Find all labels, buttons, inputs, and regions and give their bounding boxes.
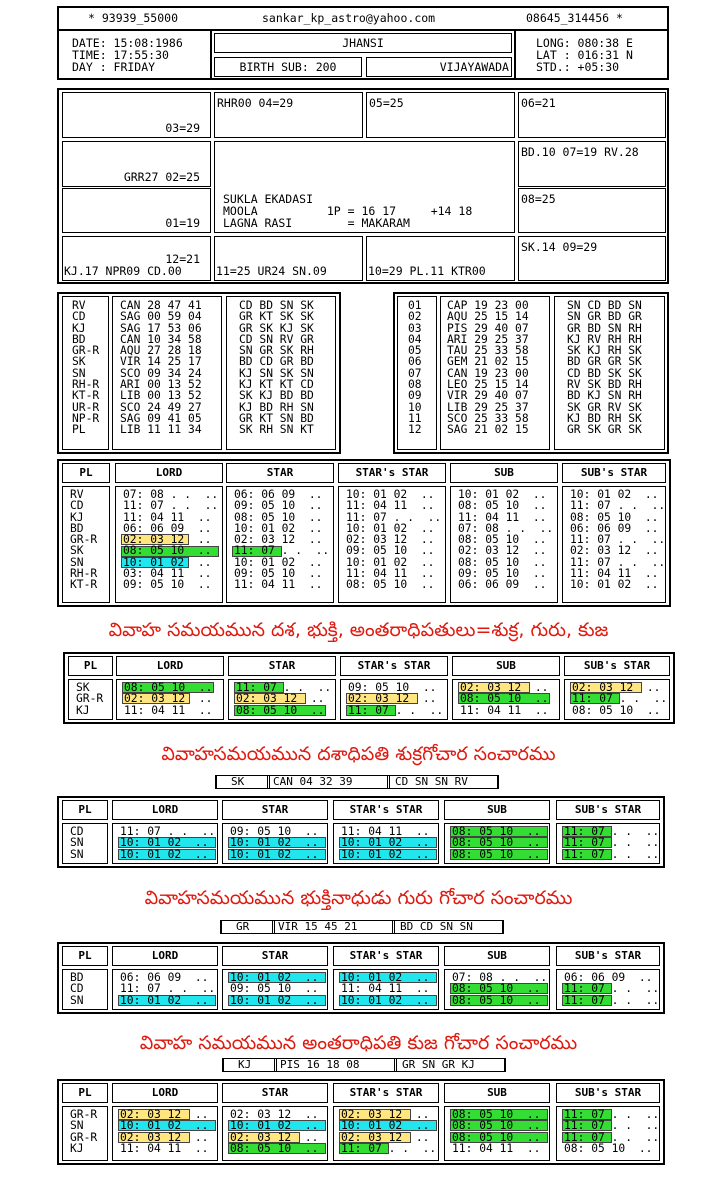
column-header: LORD — [116, 656, 224, 676]
nakshatra-text: MOOLA 1P = 16 17 +14 18 — [223, 204, 473, 218]
birth-time: TIME: 17:55:30 — [72, 48, 169, 62]
strip-separator — [394, 1059, 397, 1071]
tithi-text: SUKLA EKADASI — [223, 192, 314, 206]
strip-text: SK — [231, 775, 245, 788]
column-header: SUB's STAR — [564, 656, 670, 676]
column-header: SUB — [450, 463, 558, 483]
significator-column: 08: 05 10 .. 08: 05 10 .. 08: 05 10 .. 11: 04 11 .. — [452, 1108, 541, 1155]
transit-strip — [222, 1058, 506, 1072]
column-header: LORD — [112, 800, 218, 820]
city-text: VIJAYAWADA — [439, 60, 509, 74]
house-text: 10=29 PL.11 KTR00 — [368, 264, 486, 278]
phone-right: 08645_314456 * — [526, 11, 623, 25]
planet-positions: CAN 28 47 41 SAG 00 59 04 SAG 17 53 06 CAN 10 34 58 AQU 27 28 18 VIR 14 25 17 SCO 09 34 24 ARI 00 13 52 LIB 00 13 52 SCO 24 49 27 SAG 09 41 05 LIB 11 11 34 — [120, 299, 202, 437]
strip-text: VIR 15 45 21 — [278, 920, 358, 933]
strip-text: GR SN GR KJ — [402, 1058, 475, 1071]
significator-column: 07: 08 . . .. 11: 07 . . .. 11: 04 11 .. 06: 06 09 .. 02: 03 12 .. 08: 05 10 .. 10: 01 02 .. 03: 04 11 .. 09: 05 10 .. — [123, 488, 219, 592]
significator-column: 10: 01 02 .. 08: 05 10 .. 11: 04 11 .. 07: 08 . . .. 08: 05 10 .. 02: 03 12 .. 08: 05 10 .. 09: 05 10 .. 06: 06 09 .. — [458, 488, 554, 592]
significator-column: 02: 03 12 .. 10: 01 02 .. 02: 03 12 .. 11: 07 . . .. — [341, 1108, 437, 1155]
column-header: STAR — [226, 463, 334, 483]
house-text: 08=25 — [521, 192, 556, 206]
strip-separator — [392, 921, 395, 933]
significator-column: 02: 03 12 .. 11: 07 . . .. 08: 05 10 .. — [572, 681, 668, 717]
column-header: SUB — [444, 800, 550, 820]
column-header: PL — [62, 463, 110, 483]
significator-column: 11: 07 . . .. 02: 03 12 .. 08: 05 10 .. — [236, 681, 332, 717]
house-cell — [62, 236, 211, 281]
cusp-numbers: 01 02 03 04 05 06 07 08 09 10 11 12 — [408, 299, 422, 437]
email: sankar_kp_astro@yahoo.com — [262, 11, 436, 25]
column-body — [62, 969, 108, 1010]
column-header: STAR — [222, 1083, 328, 1103]
strip-text: CAN 04 32 39 — [273, 775, 353, 788]
significator-column: 11: 07 . . .. 11: 07 . . .. 11: 07 . . .. 08: 05 10 .. — [564, 1108, 660, 1155]
house-text: KJ.17 NPR09 CD.00 — [64, 264, 182, 278]
column-header: SUB's STAR — [556, 800, 660, 820]
strip-text: CD SN SN RV — [395, 775, 468, 788]
house-cell — [62, 141, 211, 187]
house-cell — [366, 236, 515, 281]
house-cell — [518, 92, 666, 138]
cusp-positions: CAP 19 23 00 AQU 25 15 14 PIS 29 40 07 ARI 29 25 37 TAU 25 33 58 GEM 21 02 15 CAN 19 23 00 LEO 25 15 14 VIR 29 40 07 LIB 29 25 37 SCO 25 33 58 SAG 21 02 15 — [447, 299, 529, 437]
significator-column: 10: 01 02 .. 09: 05 10 .. 10: 01 02 .. — [230, 971, 319, 1007]
column-header: LORD — [115, 463, 223, 483]
strip-text: BD CD SN SN — [400, 920, 473, 933]
significator-column: 06: 06 09 .. 11: 07 . . .. 10: 01 02 .. — [120, 971, 216, 1007]
significator-column: 08: 05 10 .. 08: 05 10 .. 08: 05 10 .. — [452, 825, 541, 861]
significator-column: 10: 01 02 .. 11: 04 11 .. 10: 01 02 .. — [341, 971, 430, 1007]
significator-column: 11: 07 . . .. 10: 01 02 .. 10: 01 02 .. — [120, 825, 216, 861]
significator-column: 02: 03 12 .. 10: 01 02 .. 02: 03 12 .. 11: 04 11 .. — [120, 1108, 209, 1155]
planet-column: SK GR-R KJ — [76, 681, 104, 717]
venus-transit-heading: వివాహసమయమున దశాధిపతి శుక్రగోచార సంచారము — [161, 743, 556, 765]
strip-text: PIS 16 18 08 — [280, 1058, 360, 1071]
significator-column: 06: 06 09 .. 09: 05 10 .. 08: 05 10 .. 10: 01 02 .. 02: 03 12 .. 11: 07 . . .. 10: 01 02 .. 09: 05 10 .. 11: 04 11 .. — [234, 488, 330, 592]
house-text: 06=21 — [521, 96, 556, 110]
house-cell — [518, 188, 666, 233]
birth-place — [214, 33, 512, 53]
house-text: 12=21 — [165, 252, 200, 266]
chart-center — [214, 141, 515, 233]
significator-column: 09: 05 10 .. 02: 03 12 .. 11: 07 . . .. — [348, 681, 444, 717]
cusp-lords: SN CD BD SN SN GR BD GR GR BD SN RH KJ RV RH RH SK KJ RH SK BD GR GR SK CD BD SK SK RV SK BD RH BD KJ SN RH SK GR RV SK KJ BD RH SK GR SK GR SK — [567, 299, 642, 437]
birth-date: DATE: 15:08:1986 — [72, 36, 183, 50]
place-text: JHANSI — [342, 36, 384, 50]
significator-column: 02: 03 12 .. 08: 05 10 .. 11: 04 11 .. — [460, 681, 549, 717]
city — [366, 57, 512, 77]
phone-left: * 93939_55000 — [88, 11, 179, 25]
significator-column: 10: 01 02 .. 11: 04 11 .. 11: 07 . . .. 10: 01 02 .. 02: 03 12 .. 09: 05 10 .. 10: 01 02 .. 11: 04 11 .. 08: 05 10 .. — [346, 488, 442, 592]
house-cell — [214, 236, 363, 281]
house-text: SK.14 09=29 — [521, 240, 598, 254]
column-header: SUB — [452, 656, 560, 676]
column-header: STAR's STAR — [333, 946, 439, 966]
birth-sub-text: BIRTH SUB: 200 — [239, 60, 337, 74]
significator-column: 06: 06 09 .. 11: 07 . . .. 11: 07 . . .. — [564, 971, 660, 1007]
transit-strip — [220, 920, 504, 934]
house-text: RHR00 04=29 — [217, 96, 294, 110]
significator-column: 09: 05 10 .. 10: 01 02 .. 10: 01 02 .. — [230, 825, 319, 861]
column-header: PL — [68, 656, 113, 676]
significator-column: 02: 03 12 .. 10: 01 02 .. 02: 03 12 .. 08: 05 10 .. — [230, 1108, 319, 1155]
strip-separator — [274, 1059, 277, 1071]
house-cell — [62, 188, 211, 233]
column-header: SUB — [444, 946, 550, 966]
planet-lords: CD BD SN SK GR KT SK SK GR SK KJ SK CD SN RV GR SN GR SK RH BD CD GR BD KJ SN SK SN KJ KT KT CD SK KJ BD BD KJ BD RH SN GR KT SN BD SK RH SN KT — [239, 299, 314, 437]
latitude: LAT : 016:31 N — [536, 48, 633, 62]
house-text: 03=29 — [165, 121, 200, 135]
planet-column: RV CD KJ BD GR-R SK SN RH-R KT-R — [70, 488, 98, 592]
column-body — [62, 823, 108, 864]
house-cell — [214, 92, 363, 138]
column-header: PL — [62, 1083, 108, 1103]
house-text: 05=25 — [369, 96, 404, 110]
strip-separator — [272, 921, 275, 933]
column-header: STAR's STAR — [333, 1083, 439, 1103]
column-header: LORD — [112, 1083, 218, 1103]
house-cell — [366, 92, 515, 138]
column-header: STAR — [222, 800, 328, 820]
birth-day: DAY : FRIDAY — [72, 60, 156, 74]
strip-separator — [267, 776, 270, 788]
column-header: STAR's STAR — [333, 800, 439, 820]
significator-column: 07: 08 . . .. 08: 05 10 .. 08: 05 10 .. — [452, 971, 548, 1007]
house-cell — [518, 141, 666, 187]
dasa-heading: వివాహ సమయమున దశ, భుక్తి, అంతరాధిపతులు=శుక్ర, గురు, కుజ — [108, 619, 609, 641]
longitude: LONG: 080:38 E — [536, 36, 633, 50]
strip-text: KJ — [238, 1058, 252, 1071]
strip-text: GR — [236, 920, 250, 933]
house-cell — [62, 92, 211, 138]
column-header: STAR — [228, 656, 336, 676]
house-text: BD.10 07=19 RV.28 — [521, 145, 639, 159]
lagna-rasi-text: LAGNA RASI = MAKARAM — [223, 216, 410, 230]
planet-column: CD SN SN — [70, 825, 84, 861]
mars-transit-heading: వివాహ సమయమున అంతరాధిపతి కుజ గోచార సంచారము — [139, 1032, 578, 1054]
significator-column: 10: 01 02 .. 11: 07 . . .. 08: 05 10 .. 06: 06 09 .. 11: 07 . . .. 02: 03 12 .. 11: 07 . . .. 11: 04 11 .. 10: 01 02 .. — [570, 488, 666, 592]
column-header: STAR's STAR — [340, 656, 448, 676]
column-header: SUB's STAR — [556, 946, 660, 966]
column-header: STAR's STAR — [338, 463, 446, 483]
planet-column: BD CD SN — [70, 971, 84, 1007]
column-header: PL — [62, 800, 108, 820]
planet-column: GR-R SN GR-R KJ — [70, 1108, 98, 1155]
column-header: SUB's STAR — [562, 463, 666, 483]
column-header: LORD — [112, 946, 218, 966]
significator-column: 11: 07 . . .. 11: 07 . . .. 11: 07 . . .. — [564, 825, 660, 861]
house-text: 11=25 UR24 SN.09 — [216, 264, 327, 278]
planet-names: RV CD KJ BD GR-R SK SN RH-R KT-R UR-R NP-R PL — [72, 299, 100, 437]
house-text: GRR27 02=25 — [123, 170, 200, 184]
transit-strip — [215, 775, 499, 789]
significator-column: 11: 04 11 .. 10: 01 02 .. 10: 01 02 .. — [341, 825, 430, 861]
column-header: PL — [62, 946, 108, 966]
column-header: SUB — [444, 1083, 550, 1103]
std-zone: STD.: +05:30 — [536, 60, 620, 74]
strip-separator — [387, 776, 390, 788]
house-text: 01=19 — [165, 216, 200, 230]
jupiter-transit-heading: వివాహసమయమున భుక్తినాధుడు గురు గోచార సంచారము — [144, 887, 573, 909]
house-cell — [518, 236, 666, 281]
significator-column: 08: 05 10 .. 02: 03 12 .. 11: 04 11 .. — [124, 681, 213, 717]
birth-sub — [214, 57, 362, 77]
column-header: SUB's STAR — [556, 1083, 660, 1103]
column-header: STAR — [222, 946, 328, 966]
